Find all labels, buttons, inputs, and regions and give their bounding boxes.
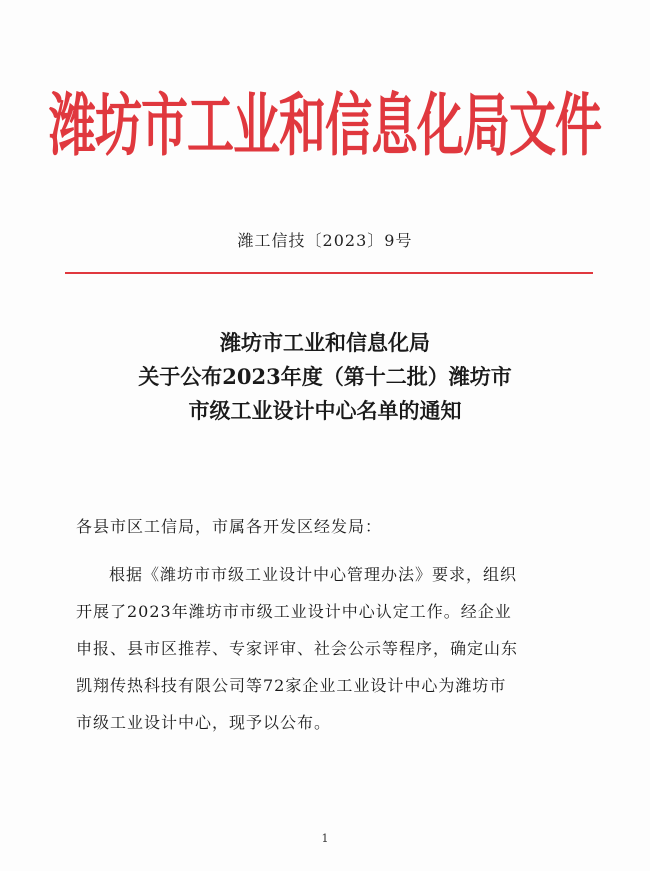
title-line: 关于公布2023年度（第十二批）潍坊市 [138, 364, 512, 389]
body-paragraph [76, 556, 582, 741]
page-number: 1 [321, 832, 329, 845]
body-line: 申报、县市区推荐、专家评审、社会公示等程序，确定山东 [76, 639, 519, 658]
document-number: 潍工信技〔2023〕9号 [237, 231, 413, 250]
body-line: 凯翔传热科技有限公司等72家企业工业设计中心为潍坊市 [76, 676, 507, 695]
body-line: 根据《潍坊市市级工业设计中心管理办法》要求，组织 [109, 565, 518, 584]
masthead-title: 潍坊市工业和信息化局文件 [49, 85, 601, 166]
notice-title [0, 326, 650, 428]
body-line: 开展了2023年潍坊市市级工业设计中心认定工作。经企业 [76, 602, 512, 621]
salutation: 各县市区工信局，市属各开发区经发局： [76, 517, 383, 536]
title-line: 潍坊市工业和信息化局 [220, 330, 430, 355]
title-line: 市级工业设计中心名单的通知 [188, 398, 462, 423]
red-divider-line [65, 272, 593, 274]
body-line: 市级工业设计中心，现予以公布。 [76, 713, 332, 732]
